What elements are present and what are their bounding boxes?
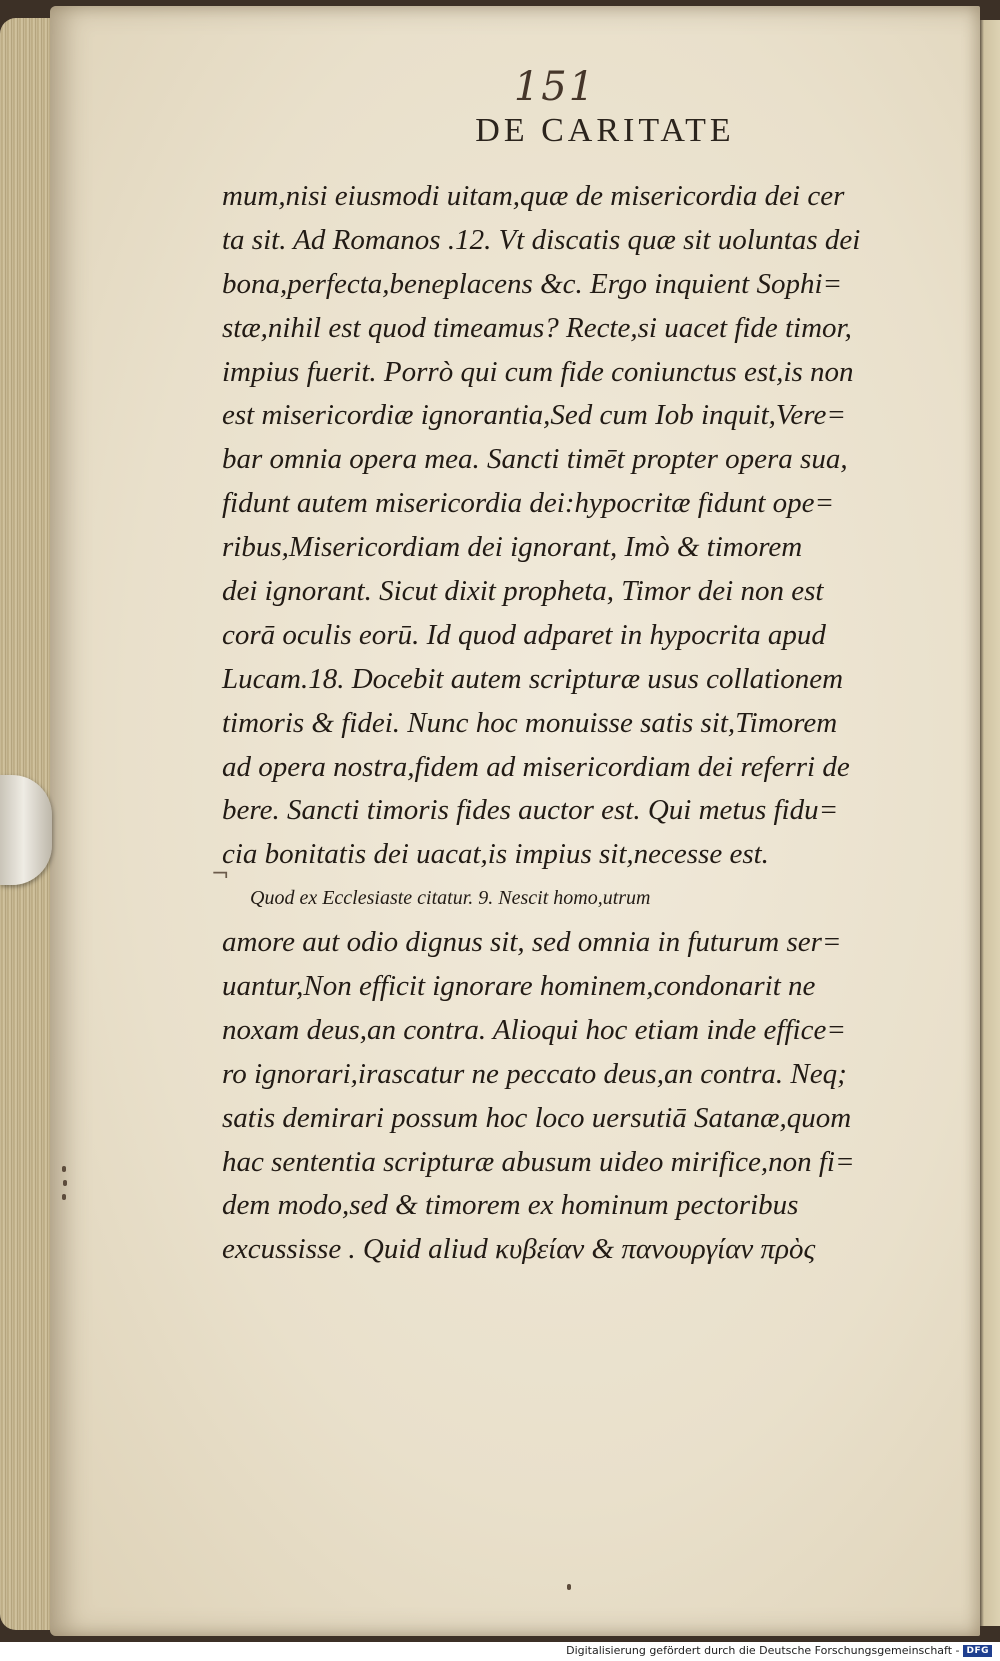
page-number: 151 (513, 64, 597, 110)
text-line: dei ignorant. Sicut dixit propheta, Timor dei non est (222, 575, 824, 608)
credit-text: Digitalisierung gefördert durch die Deutsche Forschungsgemeinschaft - (566, 1644, 960, 1657)
text-line: hac sententia scripturæ abusum uideo mirifice,non fi= (222, 1145, 855, 1178)
text-line: corā oculis eorū. Id quod adparet in hypocrita apud (222, 618, 826, 651)
text-line: ad opera nostra,fidem ad misericordiam dei referri de (222, 750, 850, 783)
next-page-edge (978, 20, 1000, 1626)
text-line: ro ignorari,irascatur ne peccato deus,an contra. Neq; (222, 1057, 847, 1090)
text-line: noxam deus,an contra. Alioqui hoc etiam inde effice= (222, 1013, 846, 1046)
ink-mark (62, 1166, 66, 1172)
running-head: DE CARITATE (475, 112, 735, 149)
body-text (222, 175, 932, 1272)
ink-mark (62, 1194, 66, 1200)
text-line: amore aut odio dignus sit, sed omnia in futurum ser= (222, 926, 842, 959)
text-line: est misericordiæ ignorantia,Sed cum Iob inquit,Vere= (222, 399, 846, 432)
text-line: ta sit. Ad Romanos .12. Vt discatis quæ sit uoluntas dei (222, 223, 861, 256)
margin-mark: ¬ (211, 862, 230, 887)
text-line: bere. Sancti timoris fides auctor est. Qui metus fidu= (222, 794, 839, 827)
paragraph-start-line: Quod ex Ecclesiaste citatur. 9. Nescit homo,utrum (250, 887, 651, 910)
text-line: uantur,Non efficit ignorare hominem,condonarit ne (222, 970, 816, 1003)
dfg-logo: DFG (963, 1645, 992, 1657)
text-line: fidunt autem misericordia dei:hypocritæ fidunt ope= (222, 487, 835, 520)
digitization-credit (566, 1642, 992, 1659)
text-line: bar omnia opera mea. Sancti timēt propter opera sua, (222, 443, 848, 476)
text-line: timoris & fidei. Nunc hoc monuisse satis sit,Timorem (222, 706, 838, 739)
text-line: ribus,Misericordiam dei ignorant, Imò & timorem (222, 531, 803, 564)
ink-mark (567, 1584, 571, 1590)
text-line: bona,perfecta,beneplacens &c. Ergo inquient Sophi= (222, 267, 843, 300)
text-line: stæ,nihil est quod timeamus? Recte,si uacet fide timor, (222, 311, 852, 344)
text-line: mum,nisi eiusmodi uitam,quæ de misericordia dei cer (222, 180, 845, 212)
text-line: satis demirari possum hoc loco uersutiā Satanæ,quom (222, 1101, 852, 1134)
ink-mark (63, 1180, 67, 1186)
text-line: excussisse . Quid aliud κυβείαν & πανουργίαν πρὸς (222, 1233, 816, 1266)
text-line: impius fuerit. Porrò qui cum fide coniunctus est,is non (222, 355, 854, 388)
text-line: Lucam.18. Docebit autem scripturæ usus collationem (222, 662, 844, 695)
text-line: cia bonitatis dei uacat,is impius sit,necesse est. (222, 838, 769, 871)
page-clip (0, 775, 52, 885)
text-line: dem modo,sed & timorem ex hominum pectoribus (222, 1189, 799, 1222)
